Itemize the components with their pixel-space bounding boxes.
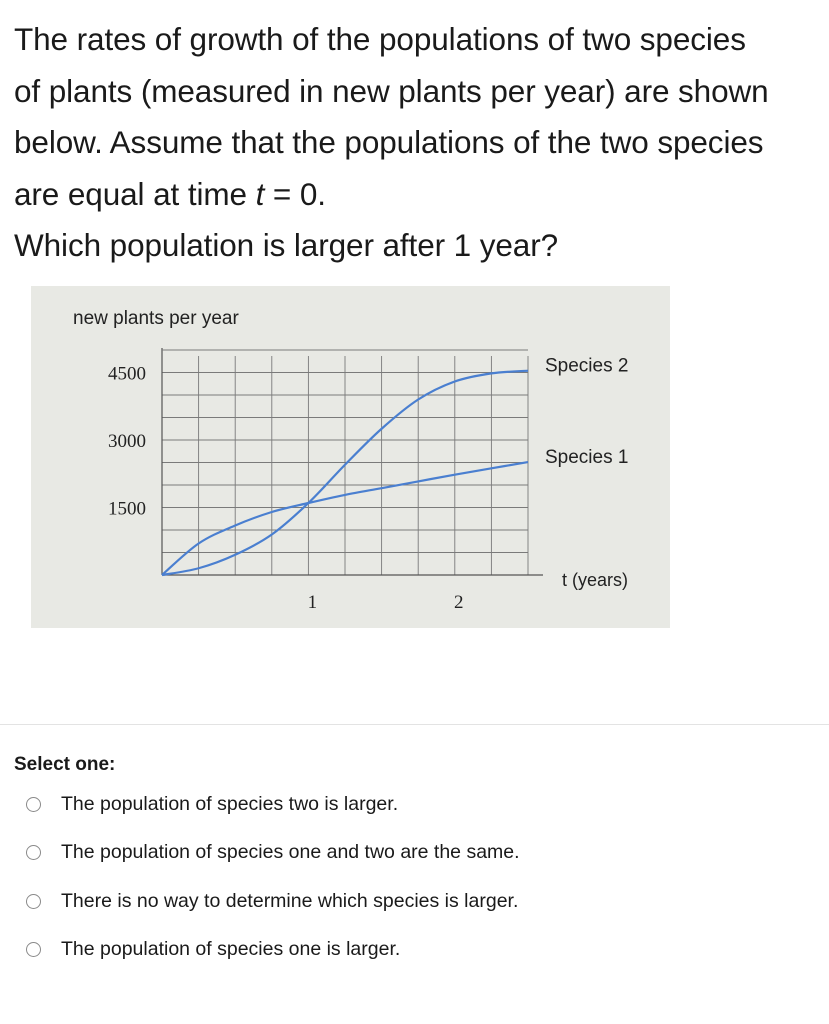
select-one-label: Select one: [14, 754, 116, 775]
radio-button[interactable] [26, 942, 41, 957]
radio-button[interactable] [26, 845, 41, 860]
radio-button[interactable] [26, 797, 41, 812]
x-tick-label: 2 [454, 592, 464, 613]
option-label: The population of species one and two are the same. [61, 841, 520, 864]
option-label: The population of species one is larger. [61, 938, 401, 961]
growth-rate-chart [31, 286, 670, 628]
option-label: There is no way to determine which species is larger. [61, 889, 519, 912]
y-tick-label: 1500 [108, 498, 146, 520]
answer-option[interactable] [24, 926, 520, 975]
question-text-segment: are equal at time [14, 175, 256, 212]
question-line: The rates of growth of the populations of two species [14, 21, 746, 57]
series-labels [545, 356, 628, 468]
question-text [14, 14, 822, 272]
chart-grid [162, 348, 543, 575]
x-tick-label: 1 [307, 592, 318, 613]
radio-button[interactable] [26, 894, 41, 909]
answer-option[interactable] [24, 780, 520, 829]
series-label: Species 1 [545, 447, 629, 469]
option-label: The population of species two is larger. [61, 792, 399, 815]
chart-canvas [31, 286, 670, 628]
question-prompt: Which population is larger after 1 year? [14, 227, 559, 263]
answer-option[interactable] [24, 877, 520, 926]
question-line: below. Assume that the populations of the two species [14, 124, 764, 160]
question-text-segment: = 0. [264, 175, 326, 212]
y-tick-label: 3000 [108, 431, 146, 452]
y-tick-label: 4500 [108, 363, 146, 385]
answer-options [24, 780, 520, 974]
answer-option[interactable] [24, 829, 520, 878]
y-axis-label: new plants per year [73, 308, 239, 329]
x-tick-labels [308, 592, 464, 613]
divider [0, 724, 829, 725]
time-variable: t [255, 175, 265, 212]
question-line: of plants (measured in new plants per year) are shown [14, 72, 769, 109]
series-label: Species 2 [545, 355, 629, 377]
x-axis-label: t (years) [562, 570, 629, 590]
question-line [14, 169, 822, 221]
y-tick-labels [108, 364, 146, 520]
